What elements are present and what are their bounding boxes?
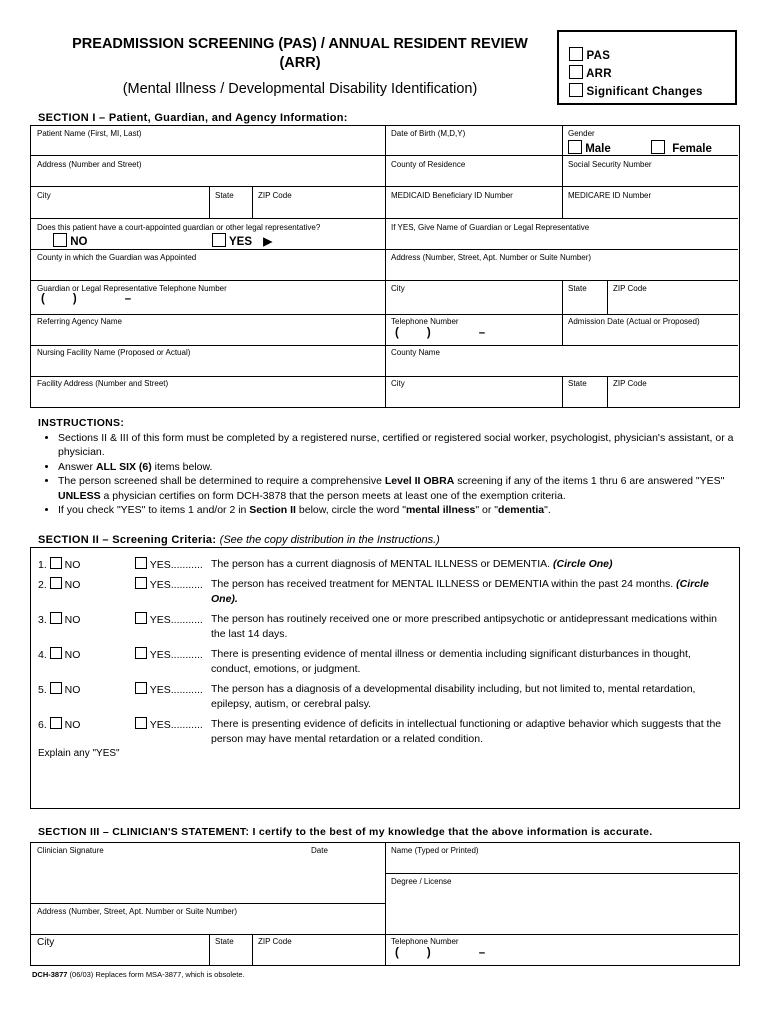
item-6-no[interactable]: 6. NO [38, 719, 81, 731]
dob-label: Date of Birth (M,D,Y) [391, 129, 466, 138]
clinician-telephone-label: Telephone Number [391, 937, 459, 946]
item-1-no[interactable]: 1. NO [38, 559, 81, 571]
item-6-yes[interactable]: YES........... [135, 717, 203, 731]
degree-license-label: Degree / License [391, 877, 452, 886]
guardian-no-option[interactable]: NO [53, 233, 87, 248]
item-3-text: The person has routinely received one or more prescribed antipsychotic or antidepressant medications within the last 14 days. [211, 613, 718, 640]
admission-date-label: Admission Date (Actual or Proposed) [568, 317, 700, 326]
medicaid-label: MEDICAID Beneficiary ID Number [391, 191, 513, 200]
patient-name-label: Patient Name (First, MI, Last) [37, 129, 142, 138]
clinician-state-label: State [215, 937, 234, 946]
form-title: PREADMISSION SCREENING (PAS) / ANNUAL RESIDENT REVIEW (ARR) [72, 36, 528, 71]
item-2-no[interactable]: 2. NO [38, 579, 81, 591]
guardian-zip-label: ZIP Code [613, 284, 647, 293]
county-residence-label: County of Residence [391, 160, 466, 169]
item-4-yes[interactable]: YES........... [135, 647, 203, 661]
city-label: City [37, 191, 51, 200]
item-5-no-checkbox[interactable] [50, 682, 62, 694]
form-type-box [557, 30, 737, 105]
male-checkbox[interactable] [568, 140, 582, 154]
footer: DCH-3877 (06/03) Replaces form MSA-3877, which is obsolete. [32, 970, 245, 979]
item-3-yes[interactable]: YES........... [135, 612, 203, 626]
option-arr[interactable]: ARR [569, 65, 612, 80]
item-5-yes-checkbox[interactable] [135, 682, 147, 694]
explain-yes-label: Explain any "YES" [38, 748, 120, 759]
ssn-label: Social Security Number [568, 160, 652, 169]
clinician-zip-label: ZIP Code [258, 937, 292, 946]
item-6-text: There is presenting evidence of deficits in intellectual functioning or adaptive behavior which suggests that the person may have mental retardation or a related condition. [211, 718, 722, 745]
item-5-text: The person has a diagnosis of a developmental disability including, but not limited to, mental retardation, epilepsy, autism, or cerebral palsy. [211, 683, 696, 710]
item-3-no-checkbox[interactable] [50, 612, 62, 624]
section3-heading: SECTION III – CLINICIAN'S STATEMENT: I certify to the best of my knowledge that the above information is accurate. [38, 826, 653, 838]
item-5-yes[interactable]: YES........... [135, 682, 203, 696]
section2-heading: SECTION II – Screening Criteria: (See the copy distribution in the Instructions.) [38, 534, 440, 546]
clinician-city-label: City [37, 937, 55, 948]
item-5-no[interactable]: 5. NO [38, 684, 81, 696]
nursing-facility-label: Nursing Facility Name (Proposed or Actual) [37, 348, 191, 357]
item-6-yes-checkbox[interactable] [135, 717, 147, 729]
item-6-no-checkbox[interactable] [50, 717, 62, 729]
clinician-phone-format: ( ) – [395, 947, 486, 959]
facility-zip-label: ZIP Code [613, 379, 647, 388]
guardian-address-label: Address (Number, Street, Apt. Number or Suite Number) [391, 253, 592, 262]
item-3-yes-checkbox[interactable] [135, 612, 147, 624]
item-2-text: The person has received treatment for MENTAL ILLNESS or DEMENTIA within the past 24 months. (Circle One). [211, 578, 709, 605]
male-option[interactable]: Male [568, 140, 611, 155]
option-significant-changes[interactable]: Significant Changes [569, 83, 703, 98]
facility-address-label: Facility Address (Number and Street) [37, 379, 169, 388]
section1-grid [30, 125, 740, 408]
arr-checkbox[interactable] [569, 65, 583, 79]
guardian-phone-label: Guardian or Legal Representative Telephone Number [37, 284, 227, 293]
state-label: State [215, 191, 234, 200]
agency-telephone-label: Telephone Number [391, 317, 459, 326]
pas-checkbox[interactable] [569, 47, 583, 61]
option-pas[interactable]: PAS [569, 47, 610, 62]
item-1-no-checkbox[interactable] [50, 557, 62, 569]
arrow-icon: ▶ [263, 236, 273, 248]
item-1-yes-checkbox[interactable] [135, 557, 147, 569]
agency-phone-format: ( ) – [395, 327, 486, 339]
section1-heading: SECTION I – Patient, Guardian, and Agency Information: [38, 112, 348, 124]
item-2-yes-checkbox[interactable] [135, 577, 147, 589]
item-4-yes-checkbox[interactable] [135, 647, 147, 659]
instruction-3: • The person screened shall be determined to require a comprehensive Level II OBRA screening if any of the items 1 thru 6 are answered "YES" UNLESS a physician certifies on form DCH-3878 that the person meets at least one of the exemption criteria. [58, 474, 743, 503]
female-option[interactable]: Female [651, 140, 712, 155]
clinician-address-label: Address (Number, Street, Apt. Number or Suite Number) [37, 907, 238, 916]
instruction-4: • If you check "YES" to items 1 and/or 2 in Section II below, circle the word "mental illness" or "dementia". [58, 503, 743, 518]
county-guardian-label: County in which the Guardian was Appointed [37, 253, 197, 262]
clinician-name-label: Name (Typed or Printed) [391, 846, 479, 855]
facility-state-label: State [568, 379, 587, 388]
instructions [38, 416, 743, 518]
item-1-text: The person has a current diagnosis of MENTAL ILLNESS or DEMENTIA. (Circle One) [211, 558, 613, 570]
instructions-heading: INSTRUCTIONS: [38, 417, 125, 429]
guardian-state-label: State [568, 284, 587, 293]
guardian-question: Does this patient have a court-appointed guardian or other legal representative? [37, 223, 321, 232]
item-1-yes[interactable]: YES........... [135, 557, 203, 571]
significant-changes-checkbox[interactable] [569, 83, 583, 97]
item-2-yes[interactable]: YES........... [135, 577, 203, 591]
signature-date-label: Date [311, 846, 328, 855]
zip-label: ZIP Code [258, 191, 292, 200]
guardian-yes-checkbox[interactable] [212, 233, 226, 247]
guardian-phone-format: ( ) – [41, 293, 132, 305]
form-subtitle: (Mental Illness / Developmental Disability Identification) [122, 81, 478, 97]
item-4-no[interactable]: 4. NO [38, 649, 81, 661]
address-label: Address (Number and Street) [37, 160, 142, 169]
gender-label: Gender [568, 129, 595, 138]
female-checkbox[interactable] [651, 140, 665, 154]
medicare-label: MEDICARE ID Number [568, 191, 652, 200]
guardian-yes-option[interactable]: YES ▶ [212, 233, 272, 248]
facility-city-label: City [391, 379, 405, 388]
section3-grid [30, 842, 740, 966]
county-name-label: County Name [391, 348, 440, 357]
referring-agency-label: Referring Agency Name [37, 317, 122, 326]
item-4-text: There is presenting evidence of mental illness or dementia including significant disturbances in thought, conduct, emotions, or judgment. [211, 648, 691, 675]
guardian-city-label: City [391, 284, 405, 293]
instruction-2: • Answer ALL SIX (6) items below. [58, 460, 743, 475]
guardian-no-checkbox[interactable] [53, 233, 67, 247]
item-3-no[interactable]: 3. NO [38, 614, 81, 626]
instruction-1: • Sections II & III of this form must be completed by a registered nurse, certified or registered social worker, psychologist, physician's assistant, or a physician. [58, 431, 743, 460]
item-2-no-checkbox[interactable] [50, 577, 62, 589]
item-4-no-checkbox[interactable] [50, 647, 62, 659]
guardian-name-label: If YES, Give Name of Guardian or Legal Representative [391, 223, 590, 232]
clinician-signature-label: Clinician Signature [37, 846, 104, 855]
